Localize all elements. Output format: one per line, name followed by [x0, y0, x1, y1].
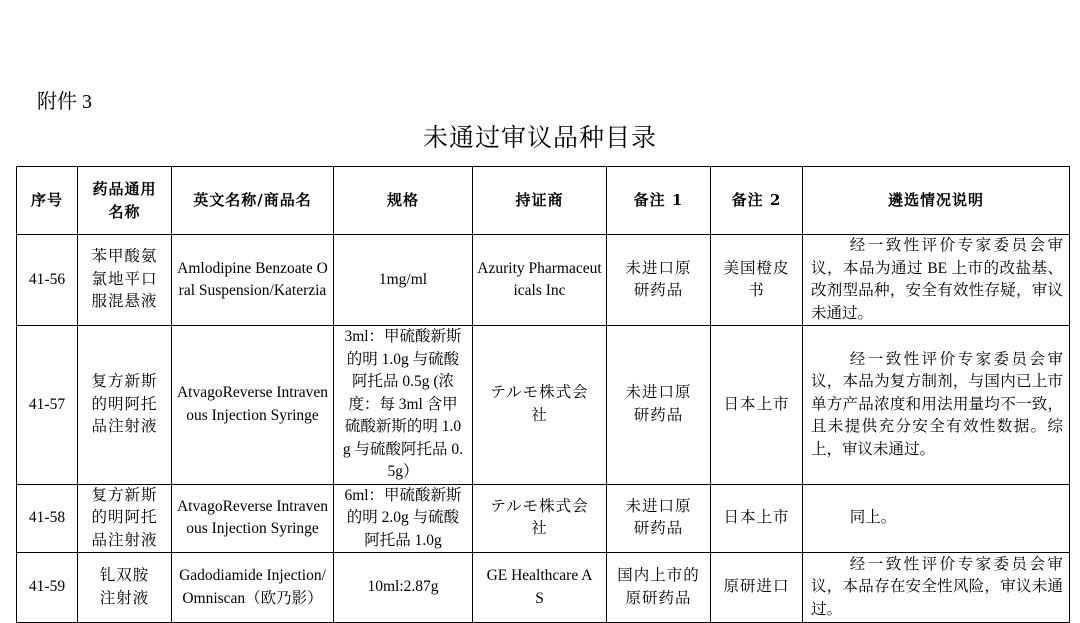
cell-generic-name: 苯甲酸氨氯地平口服混悬液 — [78, 235, 172, 326]
cell-english-name: Gadodiamide Injection/ Omniscan（欧乃影） — [172, 553, 334, 623]
cell-generic-name: 钆双胺注射液 — [78, 553, 172, 623]
cell-holder: Azurity Pharmaceuticals Inc — [473, 235, 607, 326]
cell-seq: 41-58 — [17, 484, 78, 553]
cell-spec: 3ml：甲硫酸新斯的明 1.0g 与硫酸阿托品 0.5g (浓度：每 3ml 含甲硫酸新斯的明 1.0g 与硫酸阿托品 0.5g） — [334, 326, 473, 485]
table-row — [17, 235, 1070, 326]
cell-holder: テルモ株式会社 — [473, 326, 607, 485]
cell-explanation: 经一致性评价专家委员会审议，本品为通过 BE 上市的改盐基、改剂型品种，安全有效性存疑，审议未通过。 — [803, 235, 1070, 326]
cell-remark1: 未进口原研药品 — [607, 235, 711, 326]
cell-remark2: 日本上市 — [711, 326, 803, 485]
cell-remark2: 美国橙皮书 — [711, 235, 803, 326]
cell-english-name: Amlodipine Benzoate Oral Suspension/Katerzia — [172, 235, 334, 326]
cell-spec: 10ml:2.87g — [334, 553, 473, 623]
attachment-label: 附件 3 — [37, 91, 92, 113]
cell-explanation: 经一致性评价专家委员会审议，本品存在安全性风险，审议未通过。 — [803, 553, 1070, 623]
header-remark2: 备注 2 — [711, 167, 803, 235]
cell-generic-name: 复方新斯的明阿托品注射液 — [78, 326, 172, 485]
cell-remark1: 未进口原研药品 — [607, 326, 711, 485]
cell-remark1: 未进口原研药品 — [607, 484, 711, 553]
cell-spec: 1mg/ml — [334, 235, 473, 326]
cell-seq: 41-59 — [17, 553, 78, 623]
cell-holder: テルモ株式会社 — [473, 484, 607, 553]
cell-remark2: 原研进口 — [711, 553, 803, 623]
cell-holder: GE Healthcare AS — [473, 553, 607, 623]
table-row — [17, 326, 1070, 485]
header-generic-name: 药品通用名称 — [78, 167, 172, 235]
header-holder: 持证商 — [473, 167, 607, 235]
cell-generic-name: 复方新斯的明阿托品注射液 — [78, 484, 172, 553]
cell-english-name: AtvagoReverse Intravenous Injection Syringe — [172, 484, 334, 553]
cell-spec: 6ml：甲硫酸新斯的明 2.0g 与硫酸阿托品 1.0g — [334, 484, 473, 553]
rejected-drugs-table — [16, 166, 1070, 623]
table-row — [17, 553, 1070, 623]
table-header-row — [17, 167, 1070, 235]
cell-remark1: 国内上市的原研药品 — [607, 553, 711, 623]
cell-explanation: 经一致性评价专家委员会审议，本品为复方制剂，与国内已上市单方产品浓度和用法用量均不一致，且未提供充分安全有效性数据。综上，审议未通过。 — [803, 326, 1070, 485]
document-title: 未通过审议品种目录 — [422, 123, 657, 152]
cell-seq: 41-57 — [17, 326, 78, 485]
cell-english-name: AtvagoReverse Intravenous Injection Syringe — [172, 326, 334, 485]
header-seq: 序号 — [17, 167, 78, 235]
header-explanation: 遴选情况说明 — [803, 167, 1070, 235]
cell-explanation: 同上。 — [803, 484, 1070, 553]
cell-seq: 41-56 — [17, 235, 78, 326]
header-english-name: 英文名称/商品名 — [172, 167, 334, 235]
table-row — [17, 484, 1070, 553]
header-spec: 规格 — [334, 167, 473, 235]
cell-remark2: 日本上市 — [711, 484, 803, 553]
header-remark1: 备注 1 — [607, 167, 711, 235]
